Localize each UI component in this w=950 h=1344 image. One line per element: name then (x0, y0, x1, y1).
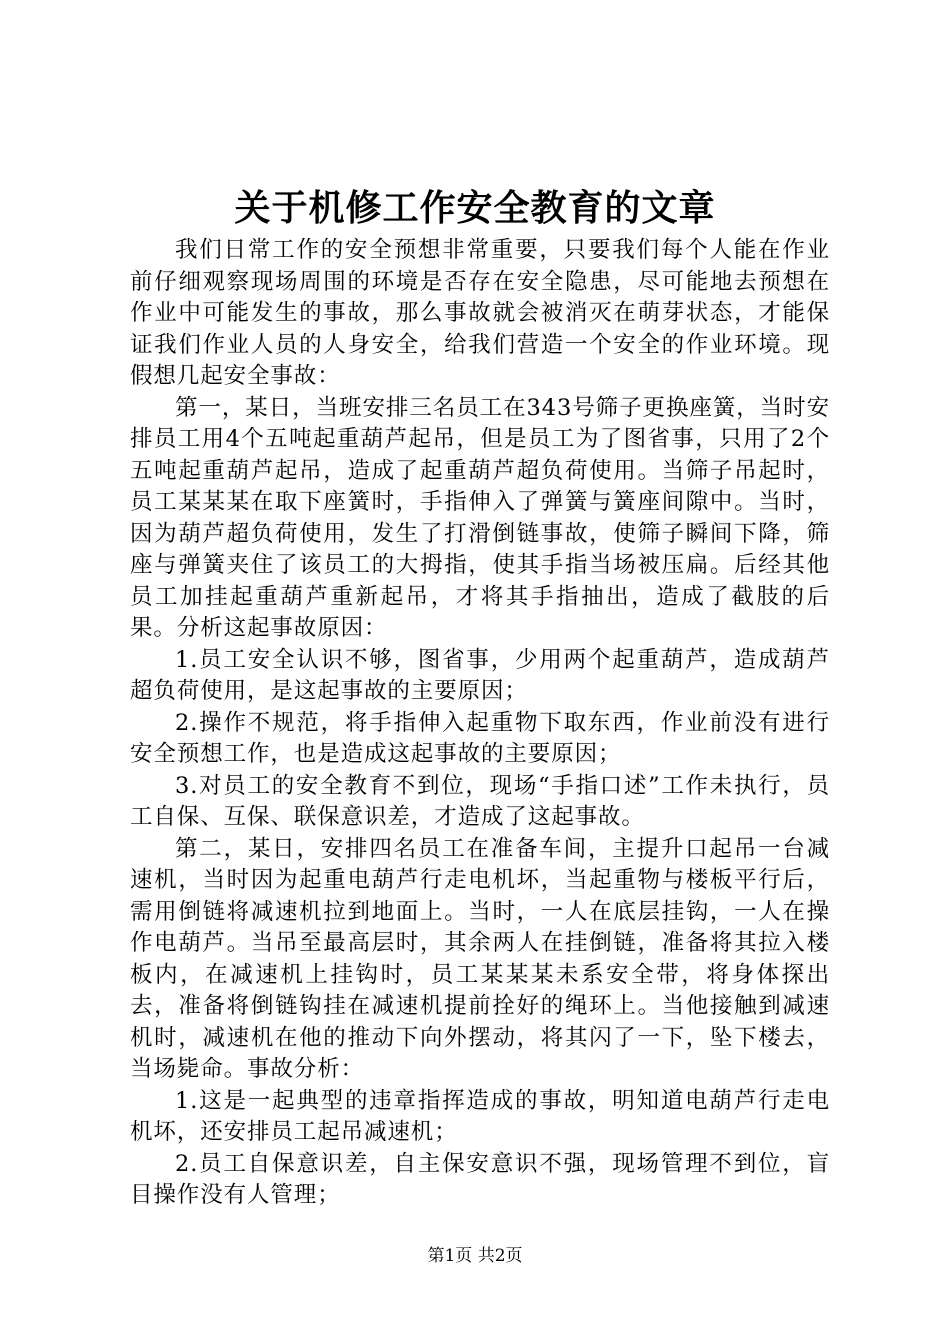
paragraph-case-two-reason-1: 1.这是一起典型的违章指挥造成的事故，明知道电葫芦行走电机坏，还安排员工起吊减速机； (130, 1087, 830, 1145)
document-body (130, 235, 830, 1212)
paragraph-case-one: 第一，某日，当班安排三名员工在343号筛子更换座簧，当时安排员工用4个五吨起重葫芦起吊，但是员工为了图省事，只用了2个五吨起重葫芦起吊，造成了起重葫芦超负荷使用。当筛子吊起时，员工某某某在取下座簧时，手指伸入了弹簧与簧座间隙中。当时，因为葫芦超负荷使用，发生了打滑倒链事故，使筛子瞬间下降，筛座与弹簧夹住了该员工的大拇指，使其手指当场被压扁。后经其他员工加挂起重葫芦重新起吊，才将其手指抽出，造成了截肢的后果。分析这起事故原因： (130, 394, 830, 641)
paragraph-case-one-reason-1: 1.员工安全认识不够，图省事，少用两个起重葫芦，造成葫芦超负荷使用，是这起事故的主要原因； (130, 646, 830, 704)
document-title: 关于机修工作安全教育的文章 (234, 187, 716, 229)
page-footer: 第1页 共2页 (427, 1246, 523, 1266)
paragraph-intro: 我们日常工作的安全预想非常重要，只要我们每个人能在作业前仔细观察现场周围的环境是否存在安全隐患，尽可能地去预想在作业中可能发生的事故，那么事故就会被消灭在萌芽状态，才能保证我们作业人员的人身安全，给我们营造一个安全的作业环境。现假想几起安全事故： (130, 237, 830, 389)
paragraph-case-one-reason-2: 2.操作不规范，将手指伸入起重物下取东西，作业前没有进行安全预想工作，也是造成这起事故的主要原因； (130, 709, 830, 767)
paragraph-case-two-reason-2: 2.员工自保意识差，自主保安意识不强，现场管理不到位，盲目操作没有人管理； (130, 1150, 830, 1208)
paragraph-case-two: 第二，某日，安排四名员工在准备车间，主提升口起吊一台减速机，当时因为起重电葫芦行走电机坏，当起重物与楼板平行后，需用倒链将减速机拉到地面上。当时，一人在底层挂钩，一人在操作电葫芦。当吊至最高层时，其余两人在挂倒链，准备将其拉入楼板内，在减速机上挂钩时，员工某某某未系安全带，将身体探出去，准备将倒链钩挂在减速机提前拴好的绳环上。当他接触到减速机时，减速机在他的推动下向外摆动，将其闪了一下，坠下楼去，当场毙命。事故分析： (130, 835, 830, 1082)
paragraph-case-one-reason-3: 3.对员工的安全教育不到位，现场“手指口述”工作未执行，员工自保、互保、联保意识差，才造成了这起事故。 (130, 772, 830, 830)
